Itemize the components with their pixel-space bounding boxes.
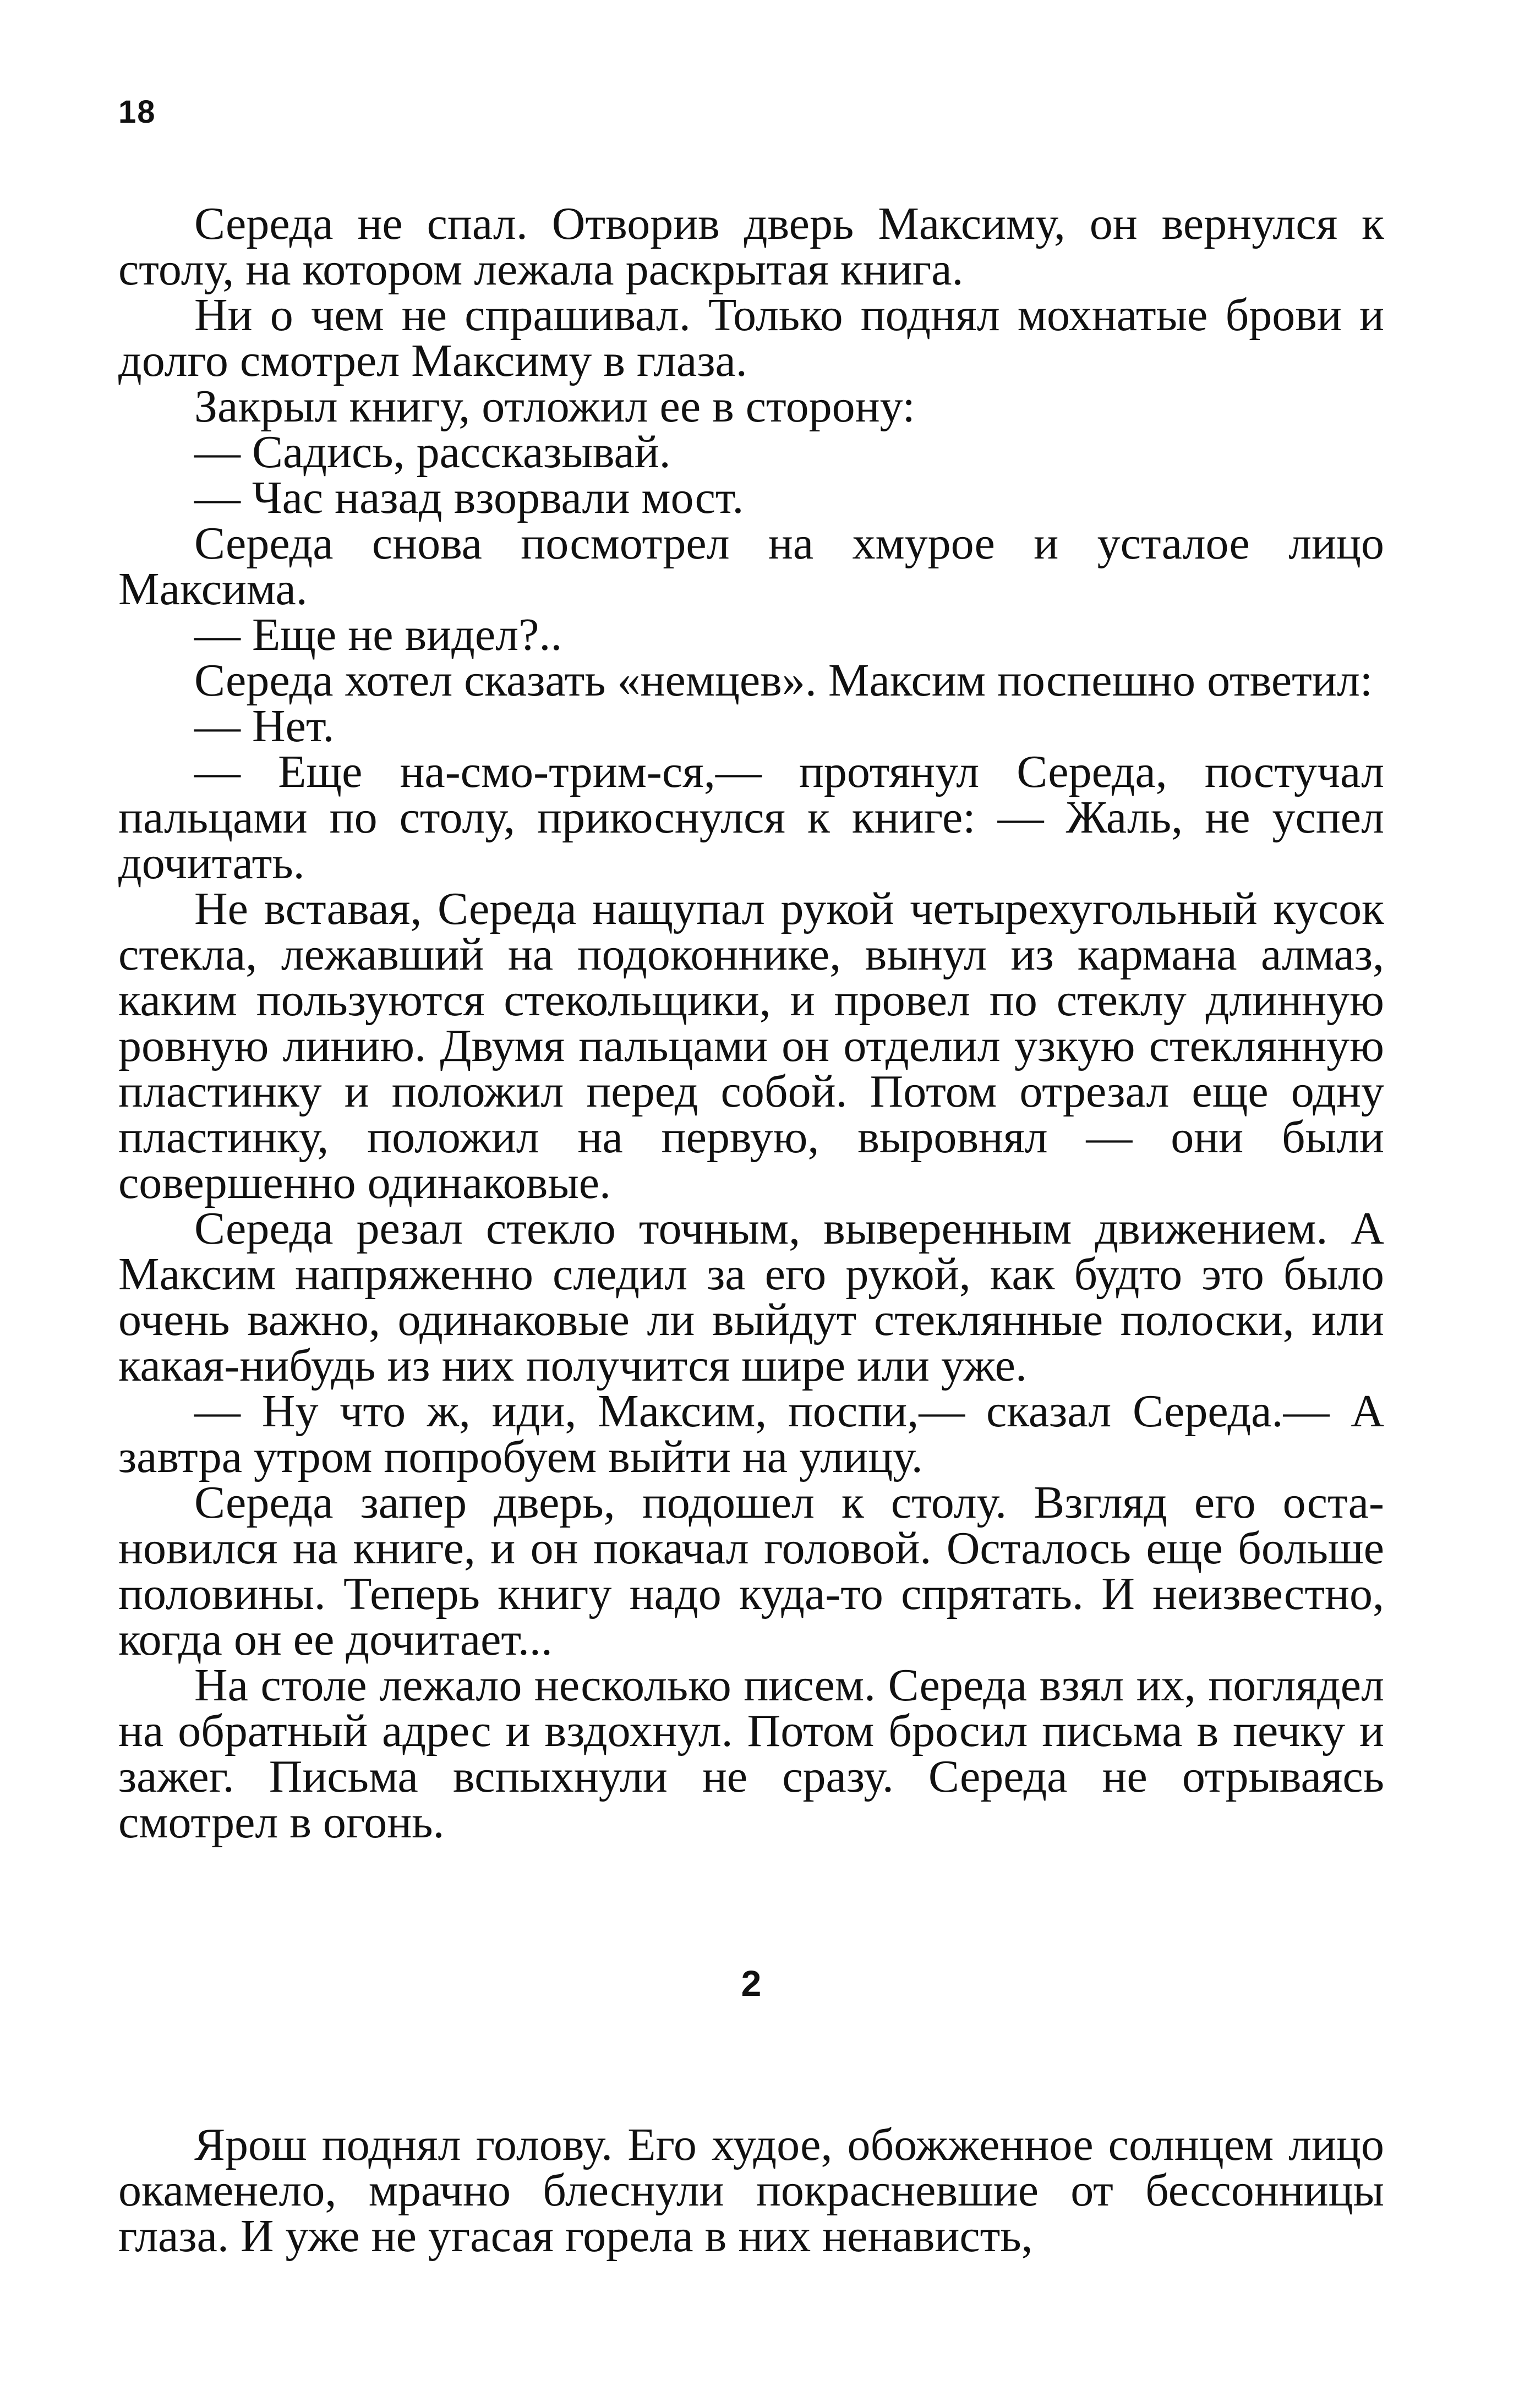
paragraph: Середа не спал. Отворив дверь Максиму, он вернулся к столу, на котором лежала раскрытая книга. [118, 198, 1384, 295]
dialogue-line: — Нет. [194, 700, 335, 752]
dialogue-line: — Садись, рассказывай. [194, 426, 671, 478]
dialogue-line: — Ну что ж, иди, Максим, поспи,— сказал Середа.— А завтра утром попробуем выйти на улицу. [118, 1386, 1384, 1482]
paragraph: Середа запер дверь, подошел к столу. Взгляд его остановился на книге, и он покачал головой. Осталось еще больше половины. Теперь книгу надо куда-то спрятать. И неизвестно, когда он ее дочитает... [118, 1477, 1384, 1665]
paragraph: Ярош поднял голову. Его худое, обожженное солнцем лицо окаменело, мрачно блеснули покрасневшие от бессонницы глаза. И уже не угасая горела в них ненависть, [118, 2119, 1384, 2262]
dialogue-line: — Еще не видел?.. [194, 609, 562, 660]
dialogue-line: — Еще на-смо-трим-ся,— протянул Середа, постучал пальцами по столу, прикоснулся к книге: — Жаль, не успел дочитать. [118, 746, 1384, 889]
paragraph: Ни о чем не спрашивал. Только поднял мохнатые брови и долго смотрел Максиму в глаза. [118, 289, 1384, 386]
section-1-text [118, 198, 1384, 2262]
paragraph: Середа хотел сказать «немцев». Максим поспешно ответил: [194, 655, 1373, 706]
section-number: 2 [741, 1963, 762, 2004]
paragraph: Не вставая, Середа нащупал рукой четырехугольный кусок стекла, лежавший на подоконнике, вынул из кармана алмаз, каким пользуются стекольщики, и провел по стеклу длинную ровную линию. Двумя пальцами он отделил узкую стеклянную пластинку и положил перед собой. Потом отрезал еще одну пластинку, положил на первую, выровнял — они были совершенно одинаковые. [118, 883, 1384, 1208]
paragraph: Закрыл книгу, отложил ее в сторону: [194, 381, 915, 432]
paragraph: Середа резал стекло точным, выверенным движением. А Максим напряженно следил за его рукой, как будто это было очень важно, одинаковые ли выйдут стеклянные полоски, или какая-нибудь из них получится шире или уже. [118, 1203, 1384, 1391]
paragraph: Середа снова посмотрел на хмурое и усталое лицо Максима. [118, 518, 1384, 615]
page-number: 18 [118, 94, 156, 130]
paragraph: На столе лежало несколько писем. Середа взял их, поглядел на обратный адрес и вздохнул. Потом бросил письма в печку и зажег. Письма вспыхнули не сразу. Середа не отрываясь смотрел в огонь. [118, 1660, 1384, 1848]
dialogue-line: — Час назад взорвали мост. [194, 472, 744, 523]
